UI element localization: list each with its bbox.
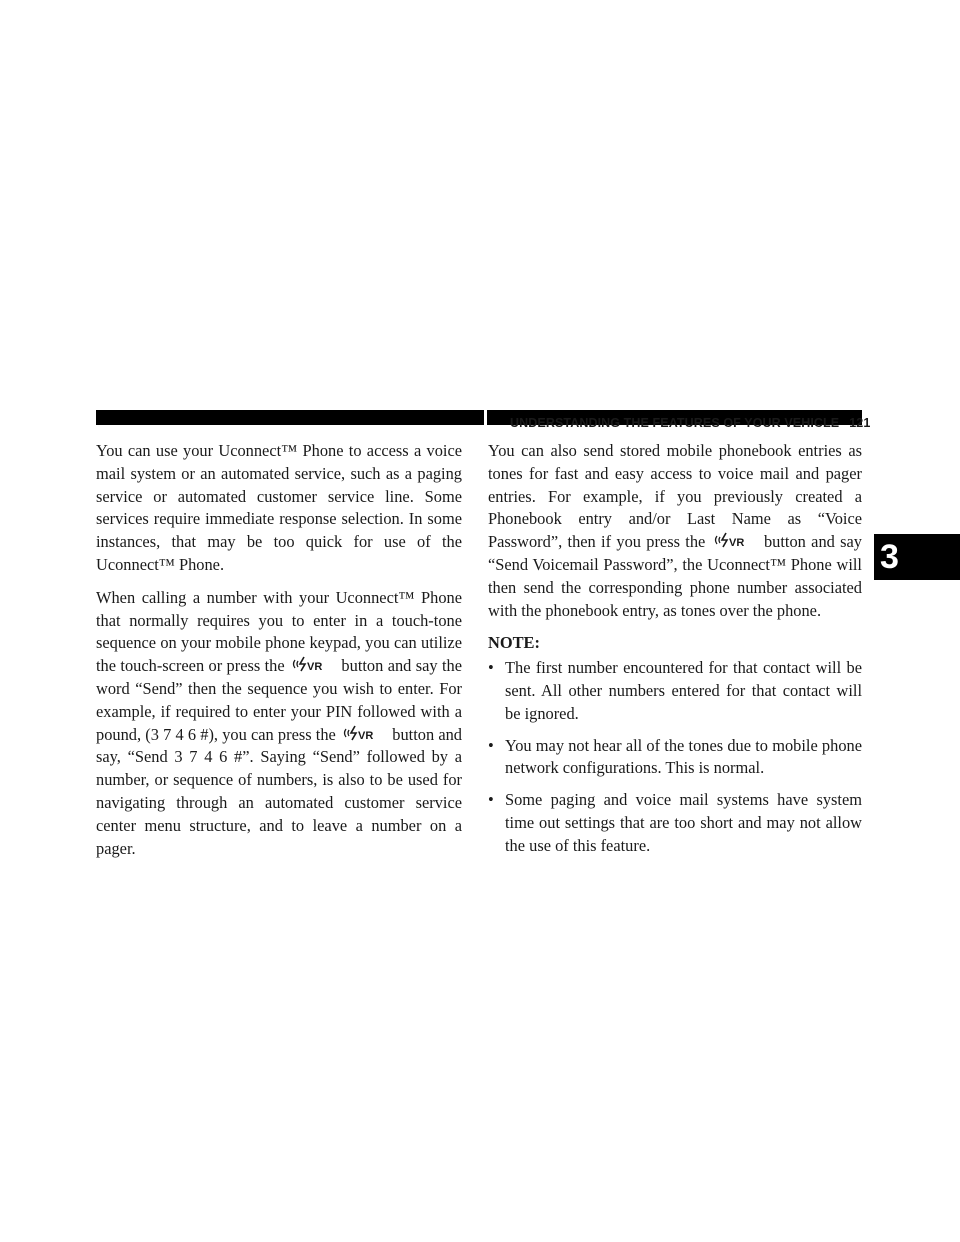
note-text: You may not hear all of the tones due to mobile phone network configurations. This is normal.: [505, 735, 862, 778]
paragraph-touch-tone: [96, 587, 462, 861]
paragraph-text: button and say “Send Voicemail Password”, the Uconnect™ Phone will then send the corresponding phone number associated with the phonebook entry, as tones over the phone.: [488, 532, 862, 620]
section-title: UNDERSTANDING THE FEATURES OF YOUR VEHICLE: [510, 416, 840, 430]
bullet-icon: •: [488, 658, 494, 678]
voice-recognition-button-icon: [713, 532, 757, 548]
paragraph-text: When calling a number with your Uconnect™ Phone that normally requires you to enter in a touch-tone sequence on your mobile phone keypad, you can utilize the touch-screen or press the: [96, 587, 462, 676]
header-rule-left: [96, 410, 484, 425]
paragraph-text: button and say, “Send 3 7 4 6 #”. Saying “Send” followed by a number, or sequence of numbers, is also to be used for navigating through an automated customer service center menu structure, and to leave a number on a pager.: [96, 724, 462, 858]
note-list: [488, 657, 862, 857]
vr-icon-label: VR: [307, 661, 323, 673]
bullet-icon: •: [488, 790, 494, 810]
left-column: [96, 440, 462, 870]
note-heading: NOTE:: [488, 633, 540, 653]
voice-recognition-button-icon: [342, 725, 386, 741]
paragraph-text: You can also send stored mobile phonebook entries as tones for fast and easy access to voice mail and pager entries. For example, if you previously created a Phonebook entry and/or Last Name as “Voice Password”, then if you press the: [488, 441, 862, 552]
page-number: 121: [849, 416, 871, 430]
right-column: [488, 440, 862, 867]
paragraph-phonebook-tones: [488, 440, 862, 622]
paragraph-text: button and say the word “Send” then the sequence you wish to enter. For example, if required to enter your PIN followed with a pound, (3 7 4 6 #), you can press the: [96, 656, 462, 744]
note-item: [488, 789, 862, 857]
vr-icon-label: VR: [728, 537, 744, 549]
chapter-number: 3: [880, 538, 899, 576]
note-item: [488, 735, 862, 781]
paragraph-voice-mail-access: You can use your Uconnect™ Phone to access a voice mail system or an automated service, such as a paging service or automated customer service line. Some services require immediate response selection. In some instances, that may be too quick for use of the Uconnect™ Phone.: [96, 441, 462, 574]
note-item: [488, 657, 862, 725]
note-text: The first number encountered for that contact will be sent. All other numbers entered for that contact will be ignored.: [505, 658, 862, 723]
running-header: [510, 416, 870, 430]
vr-icon-label: VR: [358, 729, 374, 741]
chapter-tab: [874, 534, 960, 580]
note-text: Some paging and voice mail systems have system time out settings that are too short and may not allow the use of this feature.: [505, 790, 862, 855]
voice-recognition-button-icon: [291, 656, 335, 672]
bullet-icon: •: [488, 735, 494, 755]
